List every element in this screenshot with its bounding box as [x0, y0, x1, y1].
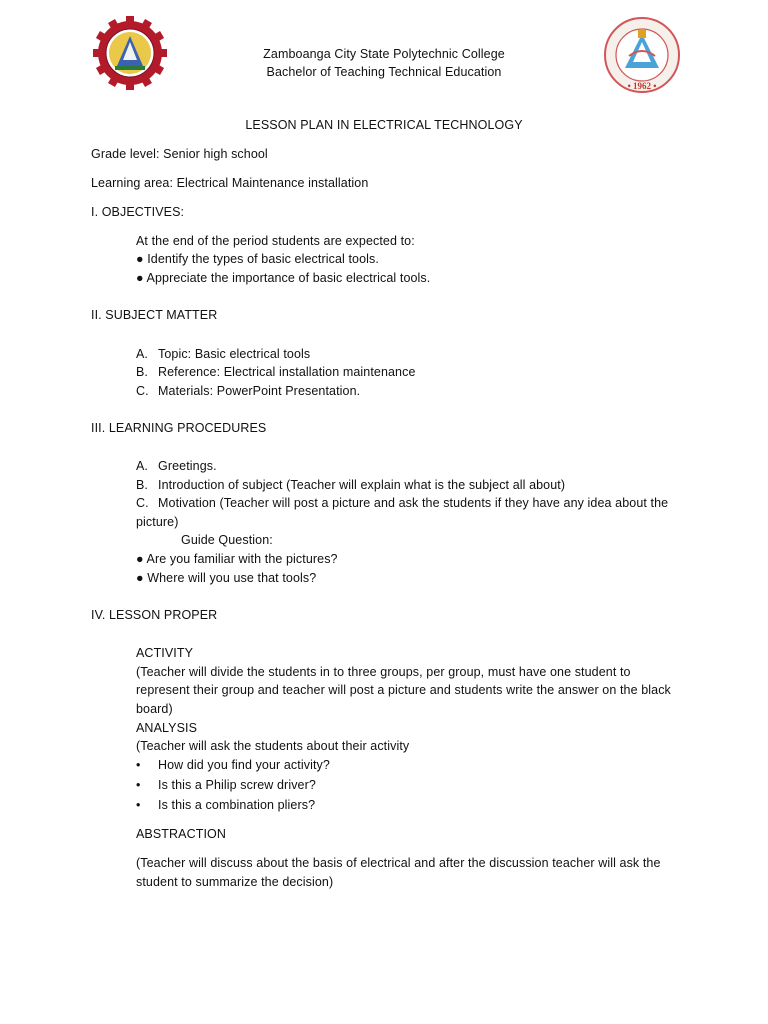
- subject-item-letter: B.: [136, 365, 149, 379]
- grade-level: Grade level: Senior high school: [91, 147, 268, 161]
- subject-item-letter: C.: [136, 384, 149, 398]
- analysis-question: How did you find your activity?: [158, 758, 330, 772]
- subject-matter-heading: II. SUBJECT MATTER: [91, 308, 218, 322]
- activity-line: board): [136, 702, 173, 716]
- subject-item-text: Materials: PowerPoint Presentation.: [158, 384, 361, 398]
- procedure-item-text: Greetings.: [158, 459, 217, 473]
- guide-question-label: Guide Question:: [181, 533, 273, 547]
- learning-area: Learning area: Electrical Maintenance installation: [91, 176, 369, 190]
- analysis-intro: (Teacher will ask the students about their activity: [136, 739, 410, 753]
- document-title: LESSON PLAN IN ELECTRICAL TECHNOLOGY: [245, 118, 523, 132]
- learning-procedures-heading: III. LEARNING PROCEDURES: [91, 421, 267, 435]
- activity-line: (Teacher will divide the students in to three groups, per group, must have one student to: [136, 665, 631, 679]
- analysis-question: Is this a Philip screw driver?: [158, 778, 316, 792]
- analysis-heading: ANALYSIS: [136, 721, 198, 735]
- procedure-continuation: picture): [136, 515, 179, 529]
- guide-question-item: ● Are you familiar with the pictures?: [136, 552, 338, 566]
- procedure-item-text: Motivation (Teacher will post a picture and ask the students if they have any idea about the: [158, 496, 669, 510]
- bullet-icon: •: [136, 778, 141, 792]
- abstraction-heading: ABSTRACTION: [136, 827, 226, 841]
- procedure-item-letter: C.: [136, 496, 149, 510]
- guide-question-item: ● Where will you use that tools?: [136, 571, 317, 585]
- abstraction-line: (Teacher will discuss about the basis of electrical and after the discussion teacher will ask the: [136, 856, 661, 870]
- subject-item-text: Topic: Basic electrical tools: [158, 347, 311, 361]
- objective-item: ● Appreciate the importance of basic electrical tools.: [136, 271, 431, 285]
- subject-item-letter: A.: [136, 347, 149, 361]
- program-name: Bachelor of Teaching Technical Education: [266, 65, 502, 79]
- procedure-item-text: Introduction of subject (Teacher will explain what is the subject all about): [158, 478, 566, 492]
- objectives-heading: I. OBJECTIVES:: [91, 205, 185, 219]
- objectives-intro: At the end of the period students are expected to:: [136, 234, 415, 248]
- analysis-question: Is this a combination pliers?: [158, 798, 316, 812]
- procedure-item-letter: B.: [136, 478, 149, 492]
- activity-line: represent their group and teacher will post a picture and students write the answer on the black: [136, 683, 671, 697]
- svg-text:• 1962 •: • 1962 •: [627, 81, 657, 91]
- subject-item-text: Reference: Electrical installation maintenance: [158, 365, 416, 379]
- objective-item: ● Identify the types of basic electrical tools.: [136, 252, 379, 266]
- bullet-icon: •: [136, 798, 141, 812]
- college-name: Zamboanga City State Polytechnic College: [263, 47, 505, 61]
- bullet-icon: •: [136, 758, 141, 772]
- activity-heading: ACTIVITY: [136, 646, 194, 660]
- procedure-item-letter: A.: [136, 459, 149, 473]
- abstraction-line: student to summarize the decision): [136, 875, 334, 889]
- lesson-proper-heading: IV. LESSON PROPER: [91, 608, 218, 622]
